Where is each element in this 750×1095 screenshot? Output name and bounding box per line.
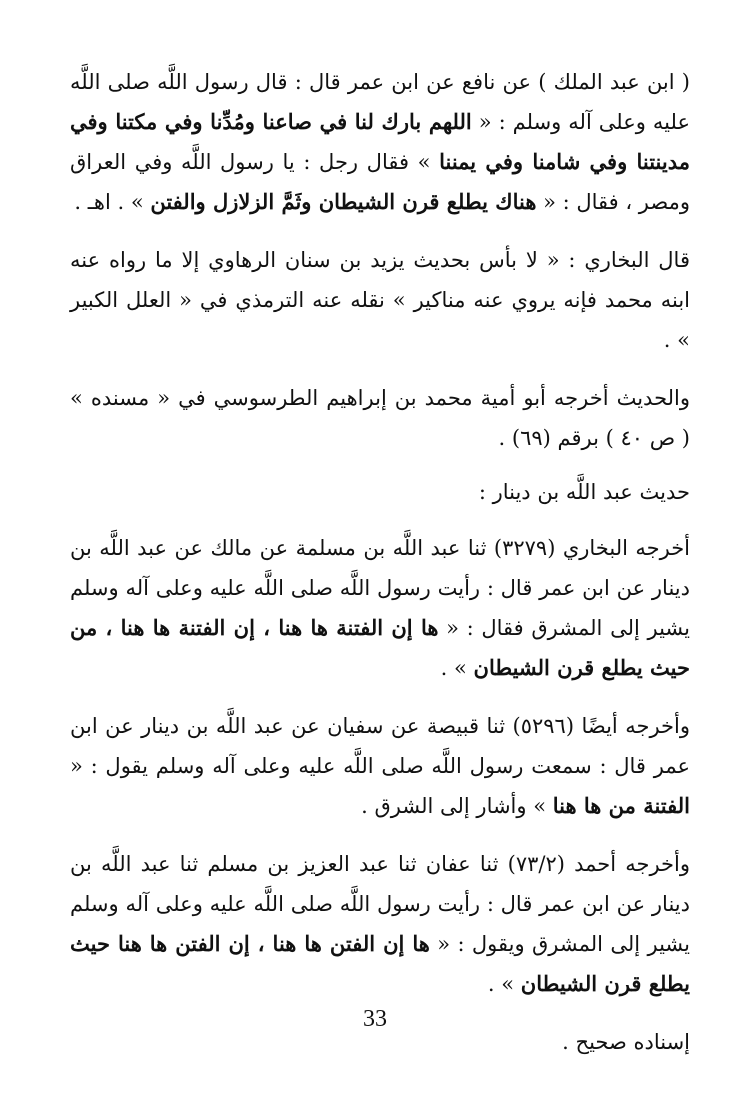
section-heading	[70, 472, 690, 512]
paragraph-1	[70, 62, 690, 222]
text-run: » فقال رجل : يا رسول اللَّه وفي العراق ومصر ، فقال : «	[70, 150, 690, 214]
text-run: ( ابن عبد الملك ) عن نافع عن ابن عمر قال : قال رسول اللَّه صلى اللَّه عليه وعلى آله وسلم : «	[70, 70, 690, 134]
text-run: » . اهـ .	[74, 190, 151, 214]
hadith-quote: ها إن الفتنة ها هنا ، إن الفتنة ها هنا ، من حيث يطلع قرن الشيطان	[70, 615, 690, 680]
text-run: والحديث أخرجه أبو أمية محمد بن إبراهيم الطرسوسي في « مسنده » ( ص ٤٠ ) برقم (٦٩) .	[70, 386, 690, 450]
hadith-quote: الفتنة من ها هنا	[552, 793, 690, 818]
text-run: » وأشار إلى الشرق .	[361, 794, 553, 818]
hadith-quote: ها إن الفتن ها هنا ، إن الفتن ها هنا حيث يطلع قرن الشيطان	[70, 931, 690, 996]
paragraph-6	[70, 844, 690, 1004]
text-run: قال البخاري : « لا بأس بحديث يزيد بن سنان الرهاوي إلا ما رواه عنه ابنه محمد فإنه يروي عنه مناكير » نقله عنه الترمذي في « العلل الكبير » .	[70, 248, 690, 352]
text-run: أخرجه البخاري (٣٢٧٩) ثنا عبد اللَّه بن مسلمة عن مالك عن عبد اللَّه بن دينار عن ابن عمر قال : رأيت رسول اللَّه صلى اللَّه عليه وعلى آله وسلم يشير إلى المشرق فقال : «	[70, 536, 691, 640]
hadith-quote: اللهم بارك لنا في صاعنا ومُدِّنا وفي مكتنا وفي مدينتنا وفي شامنا وفي يمننا	[70, 109, 690, 174]
text-run: إسناده صحيح .	[562, 1030, 690, 1054]
body-text	[70, 62, 690, 1080]
paragraph-3	[70, 378, 690, 458]
heading-text: حديث عبد اللَّه بن دينار :	[478, 480, 690, 504]
hadith-quote: هناك يطلع قرن الشيطان وثَمَّ الزلازل والفتن	[150, 189, 537, 214]
paragraph-4	[70, 528, 690, 688]
page-number: 33	[363, 1006, 387, 1032]
paragraph-2	[70, 240, 690, 360]
text-run: وأخرجه أيضًا (٥٢٩٦) ثنا قبيصة عن سفيان عن عبد اللَّه بن دينار عن ابن عمر قال : سمعت رسول اللَّه صلى اللَّه عليه وعلى آله وسلم يقول : «	[70, 714, 690, 778]
text-run: » .	[487, 972, 521, 996]
text-run: وأخرجه أحمد (٧٣/٢) ثنا عفان ثنا عبد العزيز بن مسلم ثنا عبد اللَّه بن دينار عن ابن عمر قال : رأيت رسول اللَّه صلى اللَّه عليه وعلى آله وسلم يشير إلى المشرق ويقول : «	[70, 852, 691, 956]
text-run: » .	[440, 656, 474, 680]
paragraph-5	[70, 706, 690, 826]
